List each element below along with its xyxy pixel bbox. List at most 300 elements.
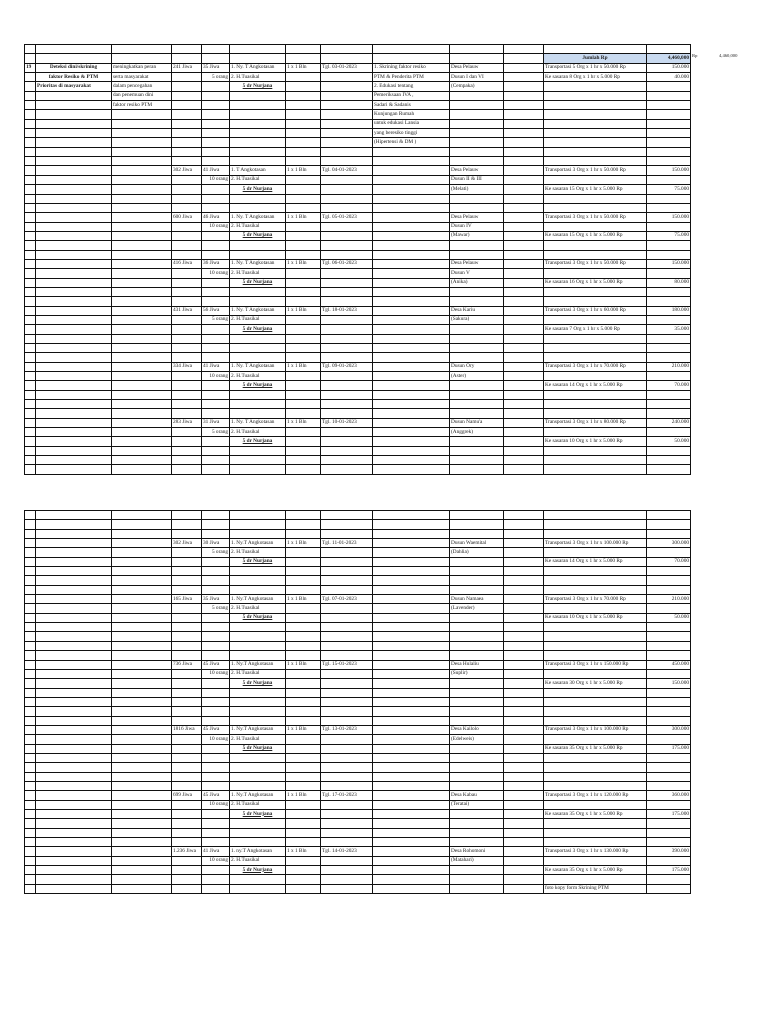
table-cell: 300.000 xyxy=(647,725,691,734)
table-cell xyxy=(373,548,450,557)
table-cell: faktor Resiko & PTM xyxy=(36,73,112,82)
table-cell: 1 x 1 Bln xyxy=(286,63,321,72)
table-cell xyxy=(202,437,230,446)
table-cell xyxy=(202,781,230,790)
table-cell xyxy=(373,679,450,688)
table-cell xyxy=(373,763,450,772)
table-cell xyxy=(112,604,172,613)
table-cell xyxy=(112,456,172,465)
table-row xyxy=(25,660,691,669)
table-row xyxy=(25,129,691,138)
table-cell: (Melati) xyxy=(450,185,504,194)
table-cell xyxy=(286,456,321,465)
table-cell xyxy=(172,866,202,875)
table-cell xyxy=(202,325,230,334)
table-row xyxy=(25,250,691,259)
table-cell xyxy=(112,660,172,669)
table-cell xyxy=(544,250,647,259)
table-cell xyxy=(321,287,373,296)
table-cell xyxy=(544,194,647,203)
table-cell xyxy=(172,344,202,353)
table-cell xyxy=(647,669,691,678)
table-cell xyxy=(544,297,647,306)
table-cell xyxy=(544,697,647,706)
table-cell xyxy=(450,344,504,353)
table-row xyxy=(25,138,691,147)
table-cell: 1.236 Jiwa xyxy=(172,847,202,856)
table-cell xyxy=(504,250,544,259)
table-cell xyxy=(450,753,504,762)
table-cell xyxy=(286,465,321,474)
table-cell xyxy=(321,707,373,716)
table-cell xyxy=(286,409,321,418)
table-cell xyxy=(25,101,36,110)
table-cell xyxy=(373,456,450,465)
table-cell: 5 orang xyxy=(202,428,230,437)
table-cell xyxy=(373,595,450,604)
table-cell xyxy=(373,231,450,240)
table-cell xyxy=(450,613,504,622)
table-cell xyxy=(172,520,202,529)
table-cell xyxy=(172,838,202,847)
table-cell xyxy=(647,353,691,362)
table-cell: Tgl. 04-01-2023 xyxy=(321,166,373,175)
table-cell xyxy=(202,679,230,688)
table-cell: Ke sasaran 35 Org x 1 hr x 5.000 Rp xyxy=(544,866,647,875)
table-cell xyxy=(373,660,450,669)
table-cell xyxy=(25,428,36,437)
table-cell: 2. H.Tuasikal xyxy=(230,856,286,865)
table-cell xyxy=(25,138,36,147)
table-cell xyxy=(504,372,544,381)
table-cell xyxy=(373,54,450,63)
table-row xyxy=(25,315,691,324)
table-cell xyxy=(202,763,230,772)
table-cell xyxy=(202,613,230,622)
table-cell xyxy=(112,585,172,594)
table-cell xyxy=(321,91,373,100)
table-cell xyxy=(504,418,544,427)
table-cell xyxy=(321,585,373,594)
table-cell xyxy=(544,129,647,138)
table-cell: Desa Rohomoni xyxy=(450,847,504,856)
table-row xyxy=(25,418,691,427)
table-cell xyxy=(25,613,36,622)
table-cell xyxy=(321,372,373,381)
table-cell xyxy=(36,781,112,790)
table-cell xyxy=(202,753,230,762)
table-cell: 2. H.Tuasikal xyxy=(230,800,286,809)
table-cell xyxy=(286,101,321,110)
table-cell xyxy=(230,45,286,54)
table-cell xyxy=(36,110,112,119)
table-cell xyxy=(286,623,321,632)
table-cell xyxy=(202,129,230,138)
table-cell xyxy=(321,548,373,557)
table-cell xyxy=(172,119,202,128)
table-cell xyxy=(647,138,691,147)
table-cell xyxy=(36,147,112,156)
table-cell: 302 Jiwa xyxy=(172,166,202,175)
table-cell xyxy=(321,828,373,837)
table-cell xyxy=(36,194,112,203)
table-row xyxy=(25,725,691,734)
table-cell xyxy=(172,157,202,166)
table-cell xyxy=(112,800,172,809)
table-cell xyxy=(321,781,373,790)
table-cell: 5 dr Nurjana xyxy=(230,437,286,446)
table-cell xyxy=(230,753,286,762)
table-cell xyxy=(504,632,544,641)
table-cell xyxy=(230,54,286,63)
table-cell xyxy=(36,641,112,650)
table-cell xyxy=(504,800,544,809)
table-cell: 2. H.Tuasikal xyxy=(230,73,286,82)
table-cell xyxy=(544,529,647,538)
table-cell xyxy=(373,194,450,203)
table-cell: 10 orang xyxy=(202,269,230,278)
table-cell xyxy=(36,344,112,353)
table-cell: faktor resiko PTM xyxy=(112,101,172,110)
table-row xyxy=(25,185,691,194)
table-cell xyxy=(504,446,544,455)
table-cell xyxy=(36,231,112,240)
table-cell xyxy=(25,222,36,231)
table-cell: 2. H.Tuasikal xyxy=(230,735,286,744)
table-cell xyxy=(504,744,544,753)
table-cell xyxy=(286,147,321,156)
table-row xyxy=(25,875,691,884)
table-cell xyxy=(647,856,691,865)
table-cell xyxy=(450,838,504,847)
table-cell xyxy=(544,669,647,678)
table-cell xyxy=(450,250,504,259)
table-cell: 1. Ny. T Angkotasan xyxy=(230,63,286,72)
table-cell xyxy=(286,157,321,166)
table-cell xyxy=(321,679,373,688)
table-cell xyxy=(450,390,504,399)
table-cell xyxy=(25,819,36,828)
table-cell xyxy=(544,119,647,128)
table-cell: Tgl. 13-01-2023 xyxy=(321,725,373,734)
table-cell xyxy=(25,781,36,790)
table-cell xyxy=(321,278,373,287)
table-cell xyxy=(647,697,691,706)
table-cell xyxy=(286,129,321,138)
table-cell: Tgl. 03-01-2023 xyxy=(321,63,373,72)
table-cell xyxy=(230,520,286,529)
table-cell: 10 orang xyxy=(202,735,230,744)
table-cell xyxy=(112,763,172,772)
table-cell xyxy=(286,334,321,343)
table-cell: 1816 Jiwa xyxy=(172,725,202,734)
table-cell xyxy=(36,520,112,529)
table-cell xyxy=(647,456,691,465)
table-cell xyxy=(286,203,321,212)
table-cell xyxy=(286,428,321,437)
table-cell xyxy=(112,213,172,222)
table-cell xyxy=(504,604,544,613)
table-cell: (Matahari) xyxy=(450,856,504,865)
table-cell xyxy=(25,753,36,762)
table-cell xyxy=(286,372,321,381)
table-cell: 2. H.Tuasikal xyxy=(230,175,286,184)
table-row xyxy=(25,344,691,353)
table-cell xyxy=(504,753,544,762)
table-cell xyxy=(373,623,450,632)
table-cell xyxy=(504,203,544,212)
table-cell xyxy=(321,344,373,353)
table-cell xyxy=(112,576,172,585)
table-cell xyxy=(450,101,504,110)
table-cell: 600 Jiwa xyxy=(172,213,202,222)
table-row xyxy=(25,763,691,772)
table-cell: Desa Pelauw xyxy=(450,259,504,268)
table-cell xyxy=(286,548,321,557)
table-cell xyxy=(286,278,321,287)
table-cell xyxy=(230,287,286,296)
table-cell xyxy=(25,344,36,353)
table-cell xyxy=(202,697,230,706)
table-row xyxy=(25,679,691,688)
table-cell xyxy=(373,250,450,259)
table-cell xyxy=(112,744,172,753)
table-cell xyxy=(321,315,373,324)
table-cell xyxy=(321,409,373,418)
table-cell xyxy=(544,409,647,418)
table-cell xyxy=(36,828,112,837)
table-cell xyxy=(544,856,647,865)
table-cell xyxy=(544,763,647,772)
table-row xyxy=(25,753,691,762)
table-cell xyxy=(112,418,172,427)
table-cell xyxy=(112,157,172,166)
table-cell xyxy=(373,278,450,287)
table-cell xyxy=(36,409,112,418)
table-cell xyxy=(36,101,112,110)
table-cell xyxy=(172,390,202,399)
table-cell xyxy=(286,91,321,100)
table-cell xyxy=(172,231,202,240)
table-cell xyxy=(450,810,504,819)
table-cell xyxy=(373,428,450,437)
table-cell xyxy=(172,45,202,54)
table-cell xyxy=(373,847,450,856)
table-cell: 5 dr Nurjana xyxy=(230,679,286,688)
table-cell xyxy=(25,390,36,399)
table-cell xyxy=(36,372,112,381)
table-cell xyxy=(321,73,373,82)
table-cell xyxy=(504,688,544,697)
table-cell xyxy=(373,437,450,446)
table-cell: Ke sasaran 10 Org x 1 hr x 5.000 Rp xyxy=(544,613,647,622)
table-cell xyxy=(36,287,112,296)
table-cell xyxy=(504,241,544,250)
table-cell xyxy=(36,557,112,566)
table-cell xyxy=(321,101,373,110)
table-cell xyxy=(230,409,286,418)
table-cell: 10 orang xyxy=(202,222,230,231)
table-cell xyxy=(36,744,112,753)
table-cell xyxy=(321,604,373,613)
table-cell xyxy=(230,297,286,306)
table-cell xyxy=(112,856,172,865)
table-cell: Tgl. 17-01-2023 xyxy=(321,791,373,800)
table-cell: Transportasi 3 Org x 1 hr x 80.000 Rp xyxy=(544,418,647,427)
table-cell xyxy=(504,595,544,604)
table-cell: (Lavender) xyxy=(450,604,504,613)
table-cell xyxy=(112,259,172,268)
table-cell xyxy=(647,222,691,231)
budget-table-top xyxy=(24,44,691,475)
table-cell xyxy=(321,529,373,538)
table-cell xyxy=(544,390,647,399)
table-cell xyxy=(36,353,112,362)
table-cell xyxy=(172,101,202,110)
table-cell xyxy=(544,511,647,520)
table-cell xyxy=(504,651,544,660)
table-cell xyxy=(36,623,112,632)
table-cell xyxy=(230,157,286,166)
table-cell xyxy=(504,828,544,837)
table-cell: Desa Pelauw xyxy=(450,213,504,222)
table-cell xyxy=(544,623,647,632)
table-cell xyxy=(25,735,36,744)
table-cell xyxy=(286,585,321,594)
table-cell xyxy=(202,91,230,100)
table-cell xyxy=(25,315,36,324)
table-cell xyxy=(112,632,172,641)
table-row xyxy=(25,73,691,82)
table-cell: Transportasi 3 Org x 1 hr x 50.000 Rp xyxy=(544,213,647,222)
table-cell: 5 dr Nurjana xyxy=(230,557,286,566)
table-cell xyxy=(286,557,321,566)
table-cell xyxy=(450,819,504,828)
table-cell xyxy=(25,185,36,194)
table-cell xyxy=(286,45,321,54)
table-cell xyxy=(504,101,544,110)
table-cell xyxy=(36,707,112,716)
table-cell xyxy=(25,866,36,875)
table-cell xyxy=(321,203,373,212)
table-cell xyxy=(25,456,36,465)
table-cell xyxy=(172,129,202,138)
table-cell: 1 x 1 Bln xyxy=(286,725,321,734)
table-cell xyxy=(647,82,691,91)
table-cell xyxy=(450,585,504,594)
table-cell xyxy=(202,119,230,128)
table-cell xyxy=(504,810,544,819)
table-cell xyxy=(286,866,321,875)
table-cell xyxy=(286,735,321,744)
table-cell xyxy=(286,110,321,119)
table-cell xyxy=(647,129,691,138)
table-cell xyxy=(286,641,321,650)
table-cell xyxy=(373,557,450,566)
table-cell xyxy=(544,446,647,455)
table-cell xyxy=(321,735,373,744)
table-cell xyxy=(172,400,202,409)
table-cell xyxy=(321,194,373,203)
table-cell xyxy=(25,828,36,837)
table-cell: 5 dr Nurjana xyxy=(230,613,286,622)
table-cell xyxy=(321,297,373,306)
table-cell: (Aster) xyxy=(450,372,504,381)
table-cell xyxy=(230,697,286,706)
table-cell: dan penemuan dini xyxy=(112,91,172,100)
table-row xyxy=(25,529,691,538)
table-cell xyxy=(172,82,202,91)
table-cell xyxy=(112,315,172,324)
table-cell: 300.000 xyxy=(647,539,691,548)
table-cell: Dusun Waemital xyxy=(450,539,504,548)
table-cell: Ke sasaran 15 Org x 1 hr x 5.000 Rp xyxy=(544,231,647,240)
table-cell xyxy=(112,511,172,520)
table-cell xyxy=(230,334,286,343)
table-cell xyxy=(202,838,230,847)
table-cell xyxy=(286,185,321,194)
table-cell xyxy=(112,772,172,781)
table-cell xyxy=(286,669,321,678)
table-cell xyxy=(450,45,504,54)
table-cell xyxy=(544,520,647,529)
table-cell: 1 x 1 Bln xyxy=(286,213,321,222)
table-cell xyxy=(450,129,504,138)
table-cell: Ke sasaran 35 Org x 1 hr x 5.000 Rp xyxy=(544,744,647,753)
table-cell xyxy=(25,520,36,529)
table-cell xyxy=(321,856,373,865)
table-cell: 283 Jiwa xyxy=(172,418,202,427)
table-cell xyxy=(450,866,504,875)
table-cell xyxy=(230,465,286,474)
table-cell: 150.000 xyxy=(647,166,691,175)
table-cell xyxy=(36,847,112,856)
table-row xyxy=(25,781,691,790)
table-cell xyxy=(504,45,544,54)
table-cell xyxy=(202,194,230,203)
table-cell xyxy=(544,707,647,716)
table-cell xyxy=(286,119,321,128)
table-cell xyxy=(450,456,504,465)
table-cell: Transportasi 3 Org x 1 hr x 130.000 Rp xyxy=(544,847,647,856)
table-cell xyxy=(202,632,230,641)
table-cell xyxy=(112,175,172,184)
table-row xyxy=(25,203,691,212)
table-cell xyxy=(112,716,172,725)
table-cell: 75.000 xyxy=(647,231,691,240)
table-row xyxy=(25,147,691,156)
table-cell xyxy=(112,185,172,194)
table-row xyxy=(25,604,691,613)
table-cell: Ke sasaran 10 Org x 1 hr x 5.000 Rp xyxy=(544,437,647,446)
table-cell: 1 x 1 Bln xyxy=(286,539,321,548)
table-cell: 5 dr Nurjana xyxy=(230,278,286,287)
table-cell xyxy=(286,576,321,585)
table-cell xyxy=(504,110,544,119)
table-cell xyxy=(172,428,202,437)
table-cell xyxy=(286,390,321,399)
table-cell xyxy=(647,101,691,110)
table-cell xyxy=(112,613,172,622)
table-cell xyxy=(172,91,202,100)
table-cell xyxy=(321,465,373,474)
table-cell: 241 Jiwa xyxy=(172,63,202,72)
table-cell xyxy=(172,669,202,678)
table-cell xyxy=(286,520,321,529)
table-cell xyxy=(647,287,691,296)
table-cell xyxy=(373,381,450,390)
table-cell xyxy=(230,838,286,847)
